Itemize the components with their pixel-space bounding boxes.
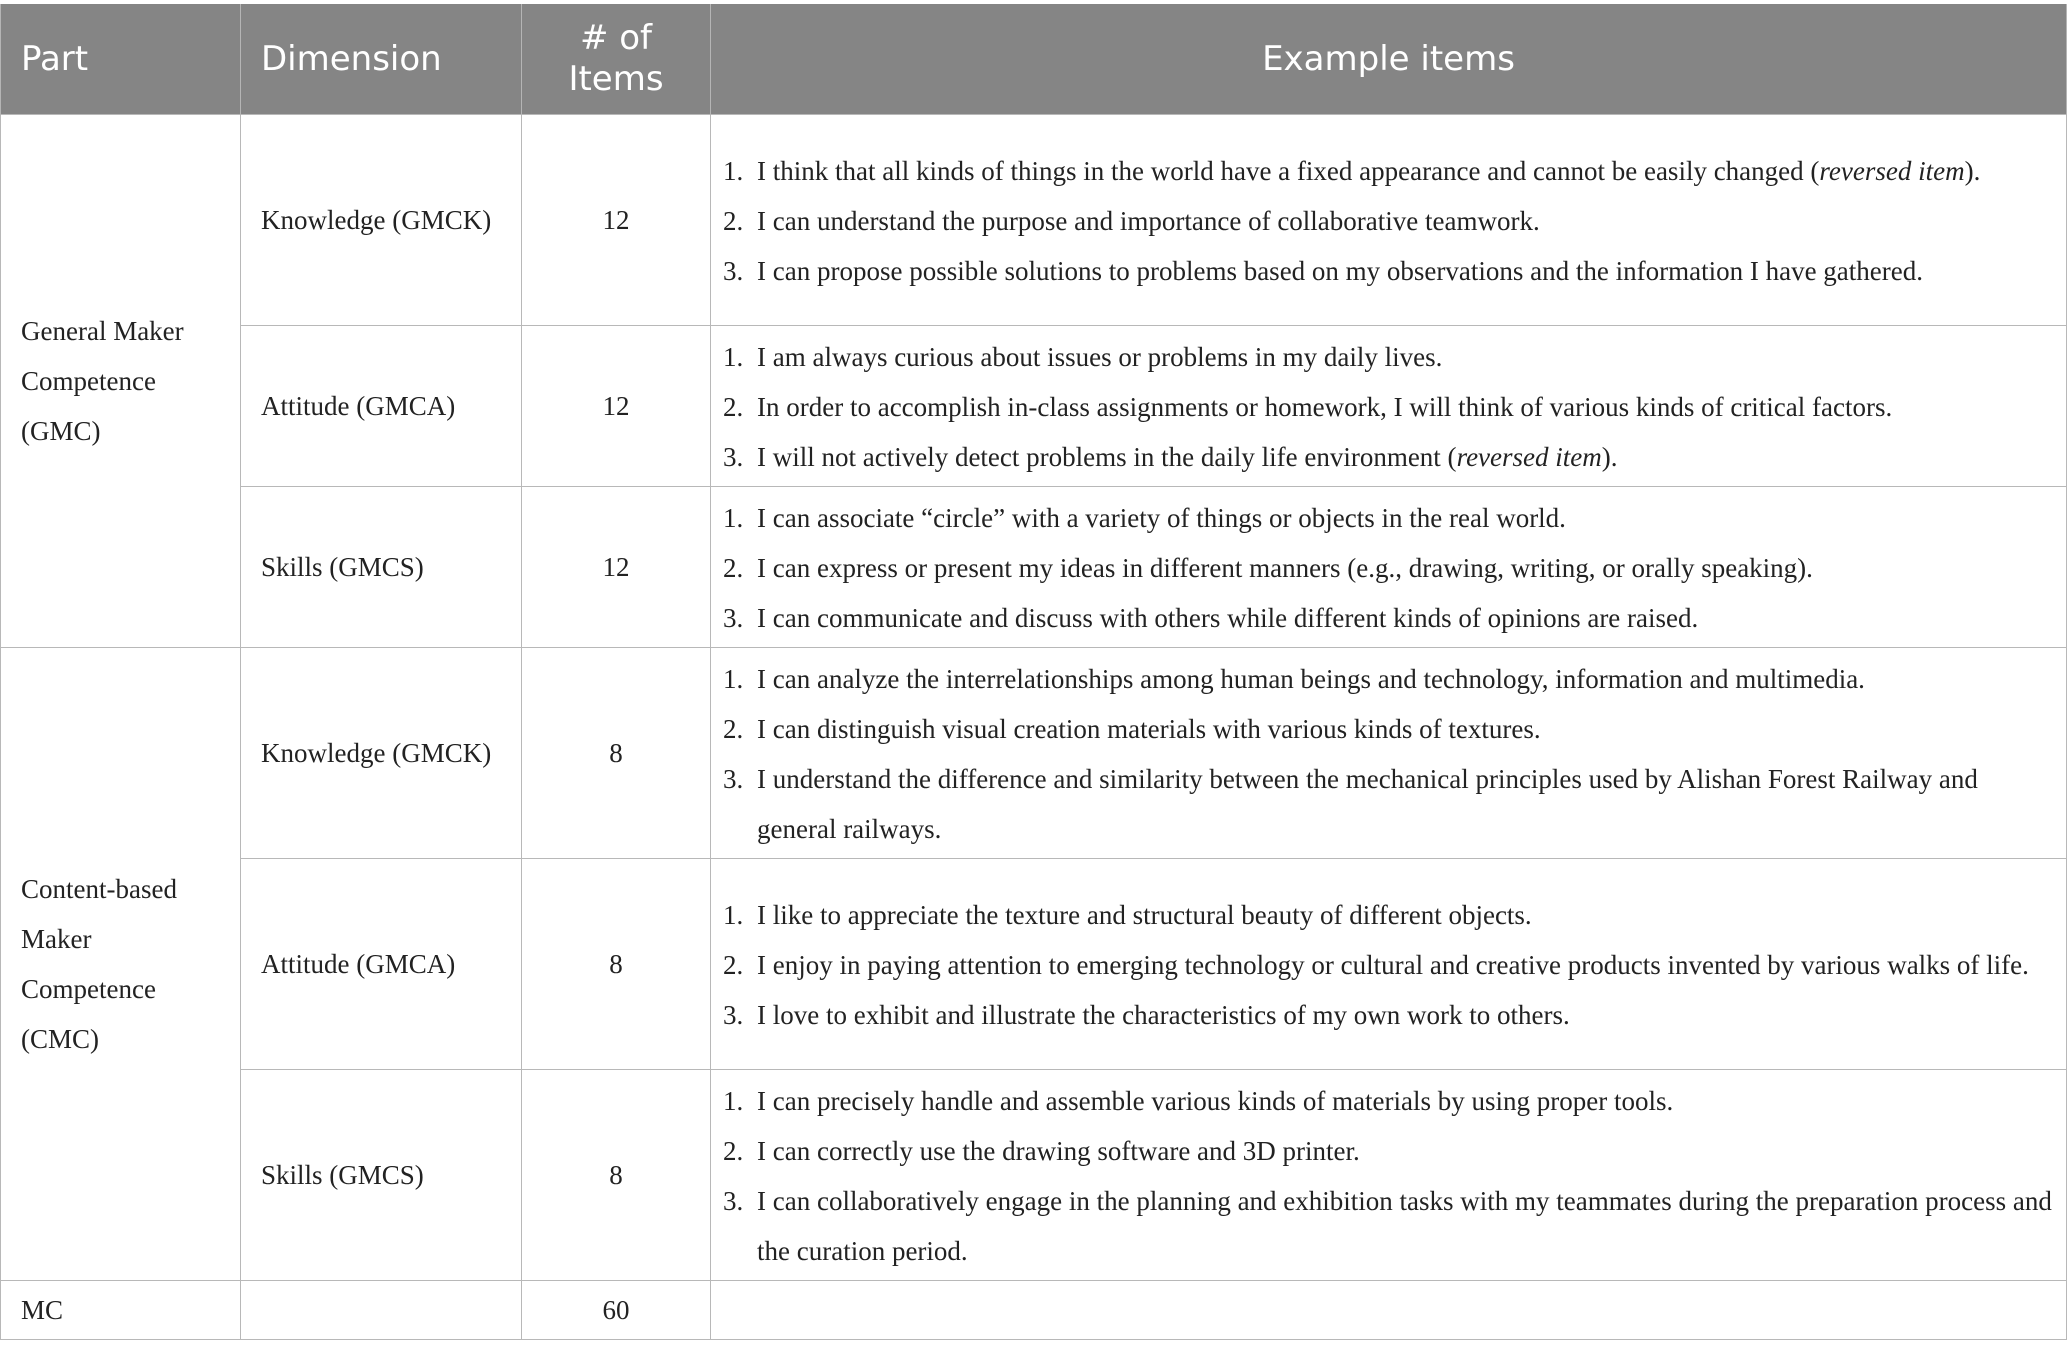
list-item [723,432,2054,482]
table-row [1,859,2067,1070]
item-number: 2. [723,713,744,744]
list-item [723,543,2054,593]
item-text: I can collaboratively engage in the planning and exhibition tasks with my teammates during the preparation process and the curation period. [757,1185,2052,1266]
list-item [723,890,2054,940]
item-text: I think that all kinds of things in the world have a fixed appearance and cannot be easily changed (reversed item). [757,155,1981,186]
item-number: 2. [723,391,744,422]
header-row [1,4,2067,115]
list-item [723,246,2054,296]
item-number: 3. [723,255,744,286]
list-item [723,654,2054,704]
item-number: 2. [723,205,744,236]
total-count-cell: 60 [522,1281,711,1340]
list-item [723,940,2054,990]
list-item [723,1126,2054,1176]
header-part: Part [1,4,241,115]
item-text: I can correctly use the drawing software and 3D printer. [757,1135,1360,1166]
header-dimension: Dimension [241,4,522,115]
item-text: In order to accomplish in-class assignments or homework, I will think of various kinds of critical factors. [757,391,1893,422]
item-number: 1. [723,502,744,533]
item-number: 3. [723,763,744,794]
part-cell: General Maker Competence (GMC) [1,115,241,648]
item-number: 3. [723,441,744,472]
item-text: I can propose possible solutions to problems based on my observations and the information I have gathered. [757,255,1923,286]
table-row [1,1070,2067,1281]
list-item [723,382,2054,432]
maker-competence-table [0,4,2067,1340]
list-item [723,1176,2054,1276]
total-part-cell: MC [1,1281,241,1340]
dimension-cell: Skills (GMCS) [241,487,522,648]
item-text: I love to exhibit and illustrate the characteristics of my own work to others. [757,999,1570,1030]
list-item [723,1076,2054,1126]
item-text: I can precisely handle and assemble various kinds of materials by using proper tools. [757,1085,1674,1116]
dimension-cell: Knowledge (GMCK) [241,115,522,326]
list-item [723,704,2054,754]
item-text: I am always curious about issues or problems in my daily lives. [757,341,1443,372]
item-number: 1. [723,1085,744,1116]
reversed-item-note: reversed item [1819,155,1965,186]
item-text: I can associate “circle” with a variety of things or objects in the real world. [757,502,1566,533]
table-row [1,115,2067,326]
example-items-cell [711,326,2067,487]
list-item [723,332,2054,382]
item-number: 1. [723,155,744,186]
item-text: I understand the difference and similarity between the mechanical principles used by Alishan Forest Railway and general railways. [757,763,1978,844]
item-text: I can express or present my ideas in different manners (e.g., drawing, writing, or orally speaking). [757,552,1813,583]
list-item [723,146,2054,196]
item-number: 2. [723,552,744,583]
count-cell: 12 [522,487,711,648]
count-cell: 8 [522,1070,711,1281]
item-text: I can understand the purpose and importance of collaborative teamwork. [757,205,1540,236]
item-number: 2. [723,1135,744,1166]
item-text: I can distinguish visual creation materials with various kinds of textures. [757,713,1541,744]
total-items-cell [711,1281,2067,1340]
example-items-cell [711,1070,2067,1281]
example-items-cell [711,859,2067,1070]
total-dimension-cell [241,1281,522,1340]
dimension-cell: Attitude (GMCA) [241,859,522,1070]
list-item [723,593,2054,643]
item-text: I enjoy in paying attention to emerging technology or cultural and creative products invented by various walks of life. [757,949,2029,980]
table-row [1,326,2067,487]
item-number: 1. [723,663,744,694]
item-number: 3. [723,1185,744,1216]
header-num-items-line1: # of [579,18,653,58]
part-cell: Content-based Maker Competence (CMC) [1,648,241,1281]
reversed-item-note: reversed item [1456,441,1602,472]
list-item [723,196,2054,246]
example-items-cell [711,115,2067,326]
total-row [1,1281,2067,1340]
example-items-cell [711,648,2067,859]
dimension-cell: Skills (GMCS) [241,1070,522,1281]
table-row [1,487,2067,648]
dimension-cell: Knowledge (GMCK) [241,648,522,859]
count-cell: 8 [522,859,711,1070]
item-number: 1. [723,899,744,930]
item-text: I can communicate and discuss with others while different kinds of opinions are raised. [757,602,1699,633]
item-text: I will not actively detect problems in the daily life environment (reversed item). [757,441,1618,472]
count-cell: 12 [522,326,711,487]
count-cell: 8 [522,648,711,859]
item-number: 3. [723,999,744,1030]
dimension-cell: Attitude (GMCA) [241,326,522,487]
table-row [1,648,2067,859]
header-num-items [522,4,711,115]
item-number: 3. [723,602,744,633]
header-example-items: Example items [711,4,2067,115]
list-item [723,754,2054,854]
item-text: I can analyze the interrelationships among human beings and technology, information and multimedia. [757,663,1865,694]
item-text: I like to appreciate the texture and structural beauty of different objects. [757,899,1532,930]
example-items-cell [711,487,2067,648]
item-number: 1. [723,341,744,372]
list-item [723,493,2054,543]
item-number: 2. [723,949,744,980]
header-num-items-line2: Items [568,59,664,99]
list-item [723,990,2054,1040]
count-cell: 12 [522,115,711,326]
